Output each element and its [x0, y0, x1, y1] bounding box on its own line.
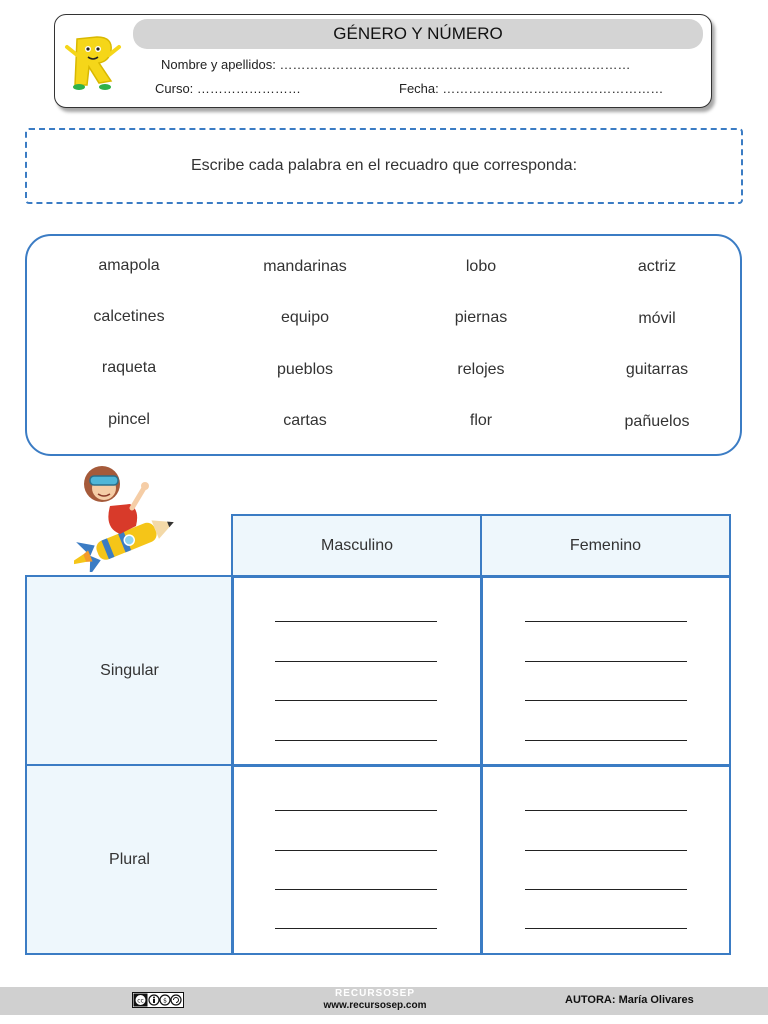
- answer-cell-singular-masculino[interactable]: [231, 575, 483, 767]
- row-header-singular: [25, 575, 234, 767]
- answer-cell-plural-masculino[interactable]: [231, 764, 483, 955]
- course-field[interactable]: Curso: ……………………: [155, 81, 301, 96]
- worksheet-title: GÉNERO Y NÚMERO: [133, 19, 703, 49]
- answer-line[interactable]: [525, 661, 687, 662]
- answer-line[interactable]: [525, 810, 687, 811]
- answer-line[interactable]: [275, 889, 437, 890]
- answer-line[interactable]: [275, 621, 437, 622]
- answer-line[interactable]: [525, 928, 687, 929]
- word-item: pincel: [108, 411, 150, 428]
- instruction-text: Escribe cada palabra en el recuadro que corresponda:: [190, 157, 578, 174]
- word-item: guitarras: [625, 361, 689, 378]
- date-field[interactable]: Fecha: ……………………………………………: [399, 81, 664, 96]
- answer-line[interactable]: [525, 850, 687, 851]
- word-item: pueblos: [276, 361, 334, 378]
- header-box: [54, 14, 712, 108]
- answer-line[interactable]: [525, 740, 687, 741]
- row-header: Singular: [100, 662, 159, 679]
- name-field[interactable]: Nombre y apellidos: ………………………………………………………………………: [161, 57, 631, 72]
- word-item: móvil: [638, 310, 676, 327]
- word-item: pañuelos: [624, 413, 690, 430]
- brand-block: [300, 988, 450, 1012]
- instruction-box: [25, 128, 743, 204]
- word-item: equipo: [280, 309, 330, 326]
- answer-line[interactable]: [275, 700, 437, 701]
- answer-line[interactable]: [275, 740, 437, 741]
- column-header: Femenino: [569, 537, 642, 554]
- answer-line[interactable]: [275, 928, 437, 929]
- word-item: flor: [469, 412, 493, 429]
- word-item: piernas: [454, 309, 508, 326]
- word-bank: [25, 234, 742, 456]
- answer-line[interactable]: [525, 621, 687, 622]
- answer-line[interactable]: [275, 850, 437, 851]
- answer-line[interactable]: [275, 661, 437, 662]
- header-femenino: [480, 514, 731, 578]
- svg-text:$: $: [163, 997, 167, 1005]
- word-item: calcetines: [93, 308, 165, 325]
- brand-name: RECURSOSEP: [334, 988, 415, 999]
- word-item: lobo: [465, 258, 497, 275]
- svg-text:cc: cc: [137, 997, 144, 1005]
- word-item: mandarinas: [263, 258, 347, 275]
- row-header: Plural: [109, 850, 150, 868]
- author-credit: AUTORA: María Olivares: [565, 994, 694, 1006]
- answer-cell-plural-femenino[interactable]: [480, 764, 731, 955]
- child-on-pencil-rocket-icon: [74, 462, 186, 572]
- footer: [0, 987, 768, 1015]
- answer-line[interactable]: [525, 700, 687, 701]
- answer-cell-singular-femenino[interactable]: [480, 575, 731, 767]
- creative-commons-by-nc-sa-icon: [132, 992, 184, 1008]
- word-item: cartas: [283, 412, 327, 429]
- recursosep-r-logo-icon: [61, 29, 125, 93]
- word-item: raqueta: [101, 359, 157, 376]
- column-header: Masculino: [320, 537, 394, 554]
- word-item: actriz: [637, 258, 677, 275]
- answer-line[interactable]: [275, 810, 437, 811]
- word-item: relojes: [457, 361, 505, 378]
- word-item: amapola: [98, 257, 160, 274]
- answer-line[interactable]: [525, 889, 687, 890]
- brand-url[interactable]: www.recursosep.com: [323, 1000, 427, 1011]
- row-header-plural: [25, 764, 234, 955]
- header-masculino: [231, 514, 483, 578]
